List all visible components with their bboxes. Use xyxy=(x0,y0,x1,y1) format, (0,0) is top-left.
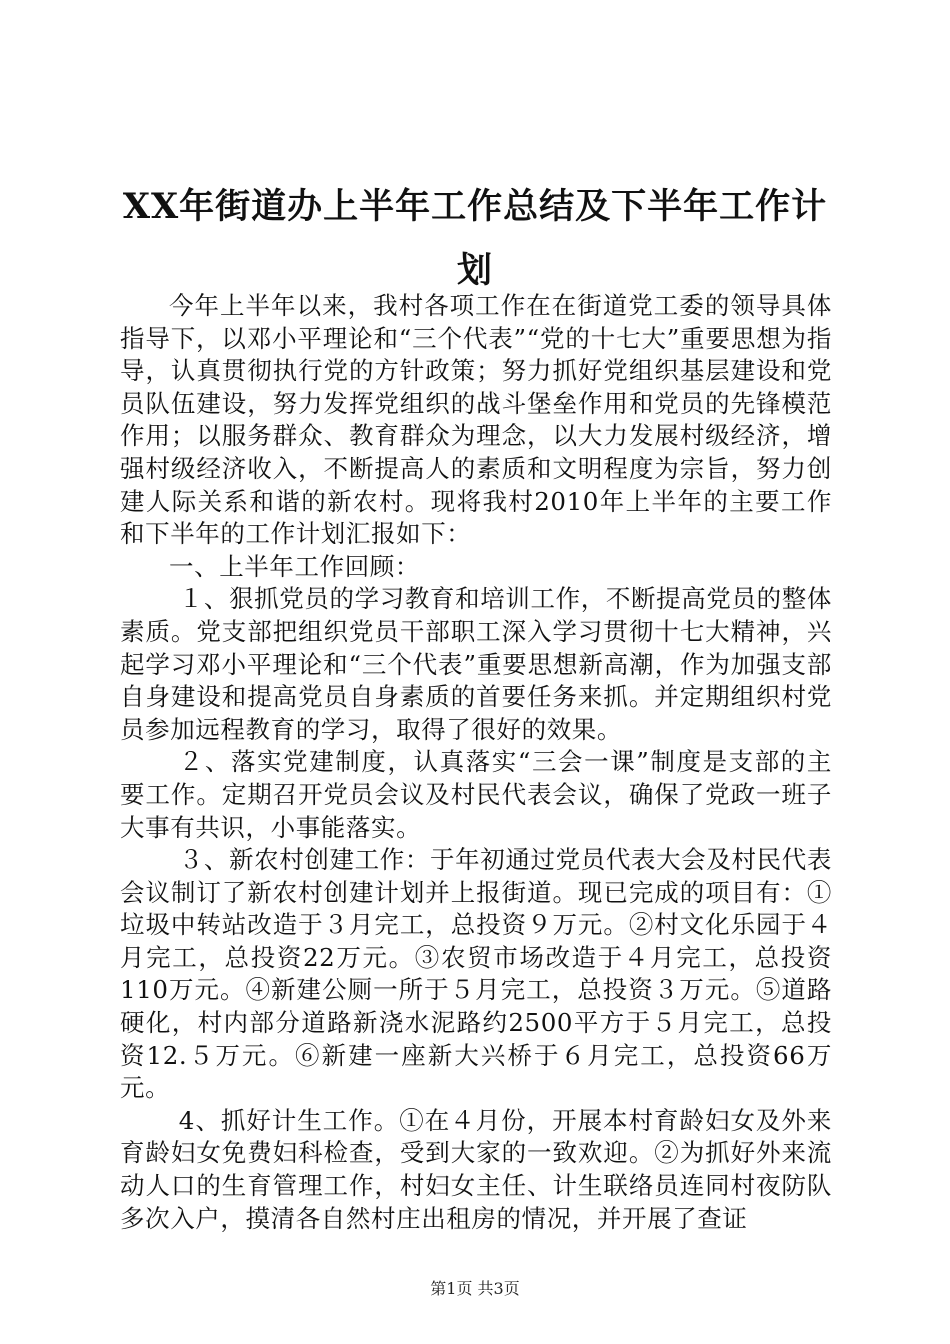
section-heading: 一、上半年工作回顾： xyxy=(169,551,420,581)
document-title xyxy=(120,175,830,303)
paragraph-item-3: ３、新农村创建工作：于年初通过党员代表大会及村民代表会议制订了新农村创建计划并上报街道。现已完成的项目有：①垃圾中转站改造于３月完工，总投资９万元。②村文化乐园于４月完工，总投资22万元。③农贸市场改造于４月完工，总投资110万元。④新建公厕一所于５月完工，总投资３万元。⑤道路硬化，村内部分道路新浇水泥路约2500平方于５月完工，总投资12.５万元。⑥新建一座新大兴桥于６月完工，总投资66万元。 xyxy=(120,845,832,1103)
title-line-1: XX年街道办上半年工作总结及下半年工作计 xyxy=(122,186,828,227)
page-footer: 第1页 共3页 xyxy=(430,1279,520,1298)
paragraph-item-4: 4、抓好计生工作。①在４月份，开展本村育龄妇女及外来育龄妇女免费妇科检查，受到大家的一致欢迎。②为抓好外来流动人口的生育管理工作，村妇女主任、计生联络员连同村夜防队多次入户，摸清各自然村庄出租房的情况，并开展了查证 xyxy=(120,1105,832,1233)
paragraph-item-1: １、狠抓党员的学习教育和培训工作，不断提高党员的整体素质。党支部把组织党员干部职工深入学习贯彻十七大精神，兴起学习邓小平理论和“三个代表”重要思想新高潮，作为加强支部自身建设和提高党员自身素质的首要任务来抓。并定期组织村党员参加远程教育的学习，取得了很好的效果。 xyxy=(120,584,832,744)
document-body xyxy=(120,290,832,1235)
paragraph-intro: 今年上半年以来，我村各项工作在在街道党工委的领导具体指导下，以邓小平理论和“三个代表”“党的十七大”重要思想为指导，认真贯彻执行党的方针政策；努力抓好党组织基层建设和党员队伍建设，努力发挥党组织的战斗堡垒作用和党员的先锋模范作用；以服务群众、教育群众为理念，以大力发展村级经济，增强村级经济收入，不断提高人的素质和文明程度为宗旨，努力创建人际关系和谐的新农村。现将我村2010年上半年的主要工作和下半年的工作计划汇报如下： xyxy=(120,291,832,549)
title-line-2: 划 xyxy=(456,250,493,291)
paragraph-item-2: ２、落实党建制度，认真落实“三会一课”制度是支部的主要工作。定期召开党员会议及村民代表会议，确保了党政一班子大事有共识，小事能落实。 xyxy=(120,747,832,842)
